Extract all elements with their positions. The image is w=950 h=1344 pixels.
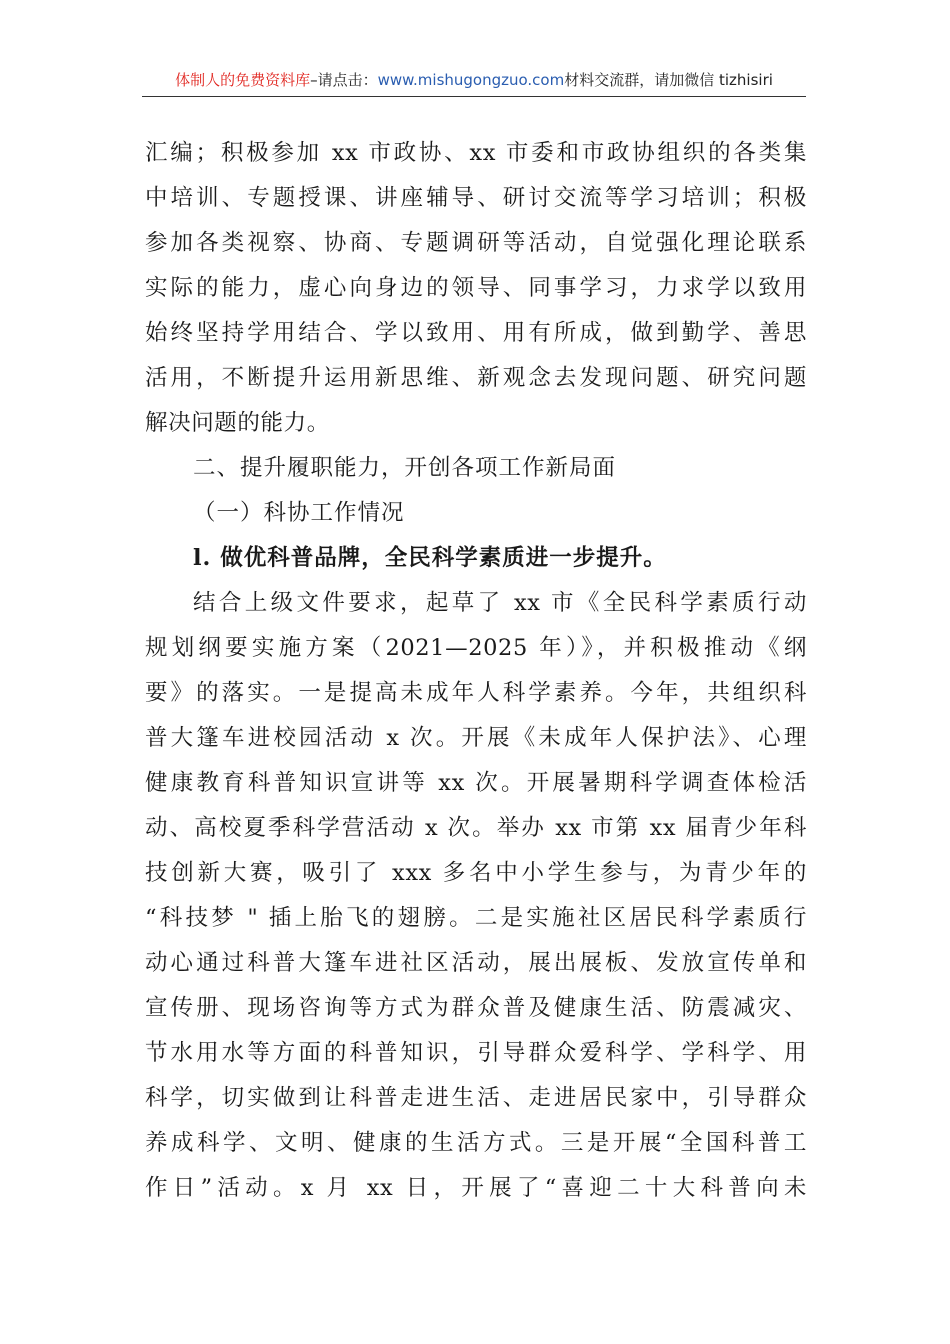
intro-line-6: 活用，不断提升运用新思维、新观念去发现问题、研究问题 [145,365,807,391]
main-line-6: 动、高校夏季科学营活动 x 次。举办 xx 市第 xx 届青少年科 [145,815,807,841]
page-header-banner [142,68,806,97]
main-line-11: 节水用水等方面的科普知识，引导群众爱科学、学科学、用 [145,1040,807,1066]
header-brand: 体制人的免费资料库 [175,71,311,89]
main-line-10: 宣传册、现场咨询等方式为群众普及健康生活、防震减灾、 [145,995,807,1021]
intro-line-4: 实际的能力，虚心向身边的领导、同事学习，力求学以致用 [145,275,807,301]
intro-line-2: 中培训、专题授课、讲座辅导、研讨交流等学习培训；积极 [145,185,807,211]
main-line-5: 健康教育科普知识宣讲等 xx 次。开展暑期科学调查体检活 [145,770,807,796]
subsection-heading: （一）科协工作情况 [193,500,405,526]
main-line-4: 普大篷车进校园活动 x 次。开展《未成年人保护法》、心理 [145,725,807,751]
main-line-13: 养成科学、文明、健康的生活方式。三是开展“全国科普工 [145,1130,807,1156]
main-line-1: 结合上级文件要求，起草了 xx 市《全民科学素质行动 [193,590,807,616]
main-line-12: 科学，切实做到让科普走进生活、走进居民家中，引导群众 [145,1085,807,1111]
main-line-2: 规划纲要实施方案（2021—2025 年）》，并积极推动《纲 [145,635,807,661]
main-line-3: 要》的落实。一是提高未成年人科学素养。今年，共组织科 [145,680,807,706]
intro-line-5: 始终坚持学用结合、学以致用、用有所成，做到勤学、善思 [145,320,807,346]
main-line-9: 动心通过科普大篷车进社区活动，展出展板、发放宣传单和 [145,950,807,976]
section-heading: 二、提升履职能力，开创各项工作新局面 [193,455,617,481]
main-line-8: “科技梦 " 插上胎飞的翅膀。二是实施社区居民科学素质行 [145,905,807,931]
item-heading: l. 做优科普品牌，全民科学素质进一步提升。 [193,545,667,571]
main-line-14: 作日”活动。x 月 xx 日，开展了“喜迎二十大科普向未 [145,1175,807,1201]
intro-line-1: 汇编；积极参加 xx 市政协、xx 市委和市政协组织的各类集 [145,140,807,166]
header-link[interactable]: www.mishugongzuo.com [377,71,565,89]
intro-line-3: 参加各类视察、协商、专题调研等活动，自觉强化理论联系 [145,230,807,256]
header-prompt: –请点击： [310,71,378,89]
main-line-7: 技创新大赛，吸引了 xxx 多名中小学生参与，为青少年的 [145,860,807,886]
header-contact: 材料交流群，请加微信 tizhisiri [564,71,773,89]
intro-line-7: 解决问题的能力。 [145,410,330,436]
